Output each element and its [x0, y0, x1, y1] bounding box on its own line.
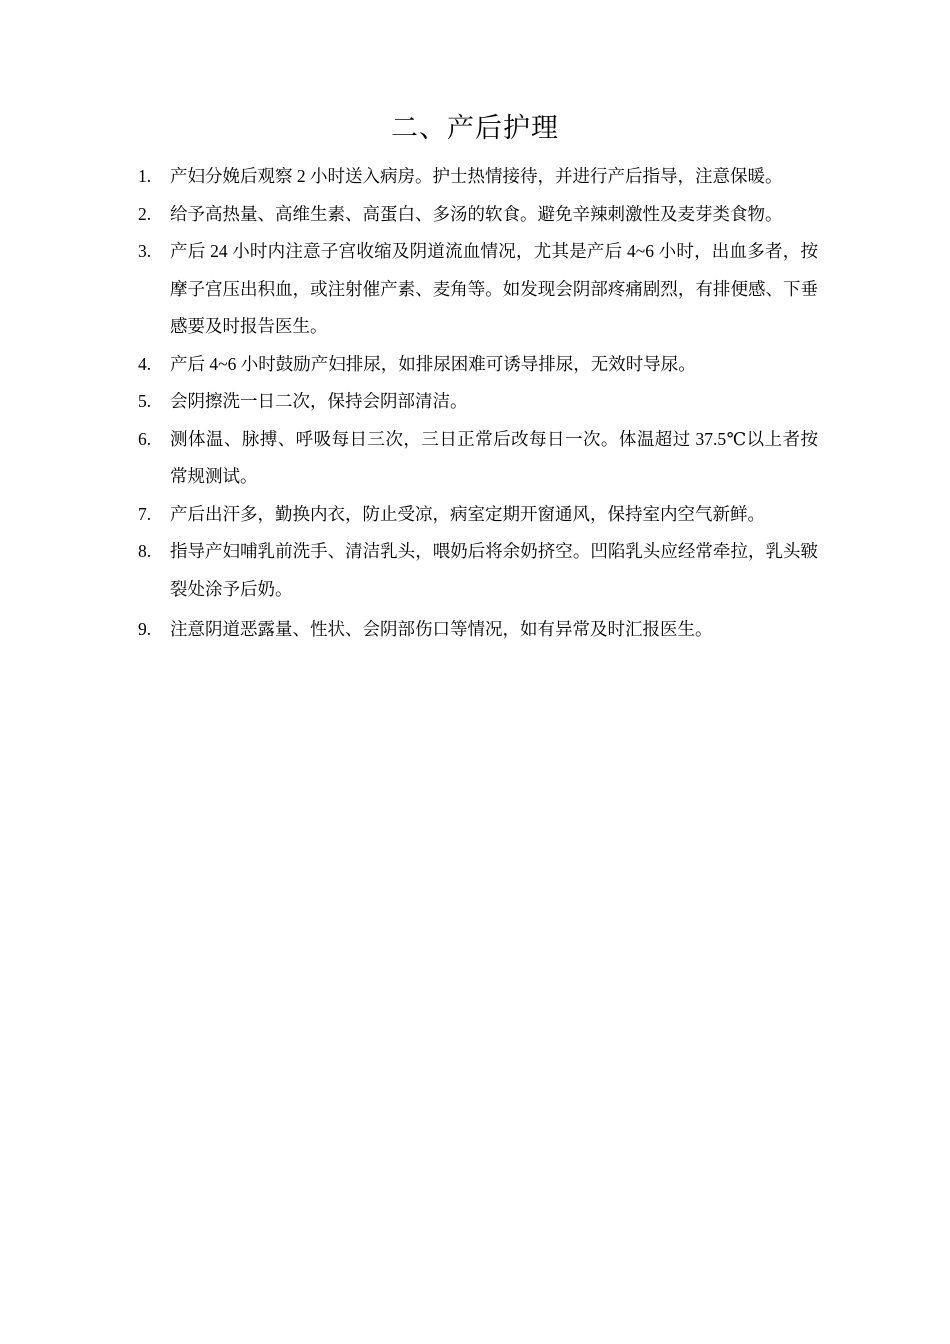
list-item-text: 给予高热量、高维生素、高蛋白、多汤的软食。避免辛辣刺激性及麦芽类食物。 — [170, 203, 783, 224]
list-item — [138, 383, 818, 421]
list-item — [138, 233, 818, 346]
list-item — [138, 533, 818, 608]
list-item — [138, 196, 818, 234]
list-item-text: 产后出汗多，勤换内衣，防止受凉，病室定期开窗通风，保持室内空气新鲜。 — [170, 503, 765, 524]
document-title: 二、产后护理 — [391, 113, 559, 143]
list-item — [138, 158, 818, 196]
list-item-number: 2. — [138, 203, 152, 224]
list-item — [138, 496, 818, 534]
list-item-number: 5. — [138, 391, 152, 411]
list-item-number: 3. — [138, 241, 152, 261]
list-item-text: 产后 4~6 小时鼓励产妇排尿，如排尿困难可诱导排尿，无效时导尿。 — [170, 353, 696, 374]
list-item-text: 测体温、脉搏、呼吸每日三次，三日正常后改每日一次。体温超过 37.5℃以上者按常规测试。 — [170, 428, 818, 486]
list-item-text: 产后 24 小时内注意子宫收缩及阴道流血情况，尤其是产后 4~6 小时，出血多者，按摩子宫压出积血，或注射催产素、麦角等。如发现会阴部疼痛剧烈，有排便感、下垂感要及时报告医生。 — [170, 241, 818, 336]
list-item-number: 8. — [138, 541, 152, 561]
list-item-text: 会阴擦洗一日二次，保持会阴部清洁。 — [170, 391, 468, 411]
list-item-text: 指导产妇哺乳前洗手、清洁乳头，喂奶后将余奶挤空。凹陷乳头应经常牵拉，乳头皲裂处涂予后奶。 — [170, 541, 818, 599]
list-item-text: 注意阴道恶露量、性状、会阴部伤口等情况，如有异常及时汇报医生。 — [170, 619, 713, 639]
list-item-number: 9. — [138, 619, 152, 639]
postpartum-care-list — [138, 158, 818, 649]
list-item-number: 7. — [138, 503, 152, 524]
list-item — [138, 611, 818, 649]
list-item-text: 产妇分娩后观察 2 小时送入病房。护士热情接待，并进行产后指导，注意保暖。 — [170, 166, 783, 186]
list-item — [138, 421, 818, 496]
list-item-number: 4. — [138, 353, 152, 374]
list-item-number: 1. — [138, 166, 152, 186]
list-item-number: 6. — [138, 428, 152, 449]
list-item — [138, 346, 818, 384]
